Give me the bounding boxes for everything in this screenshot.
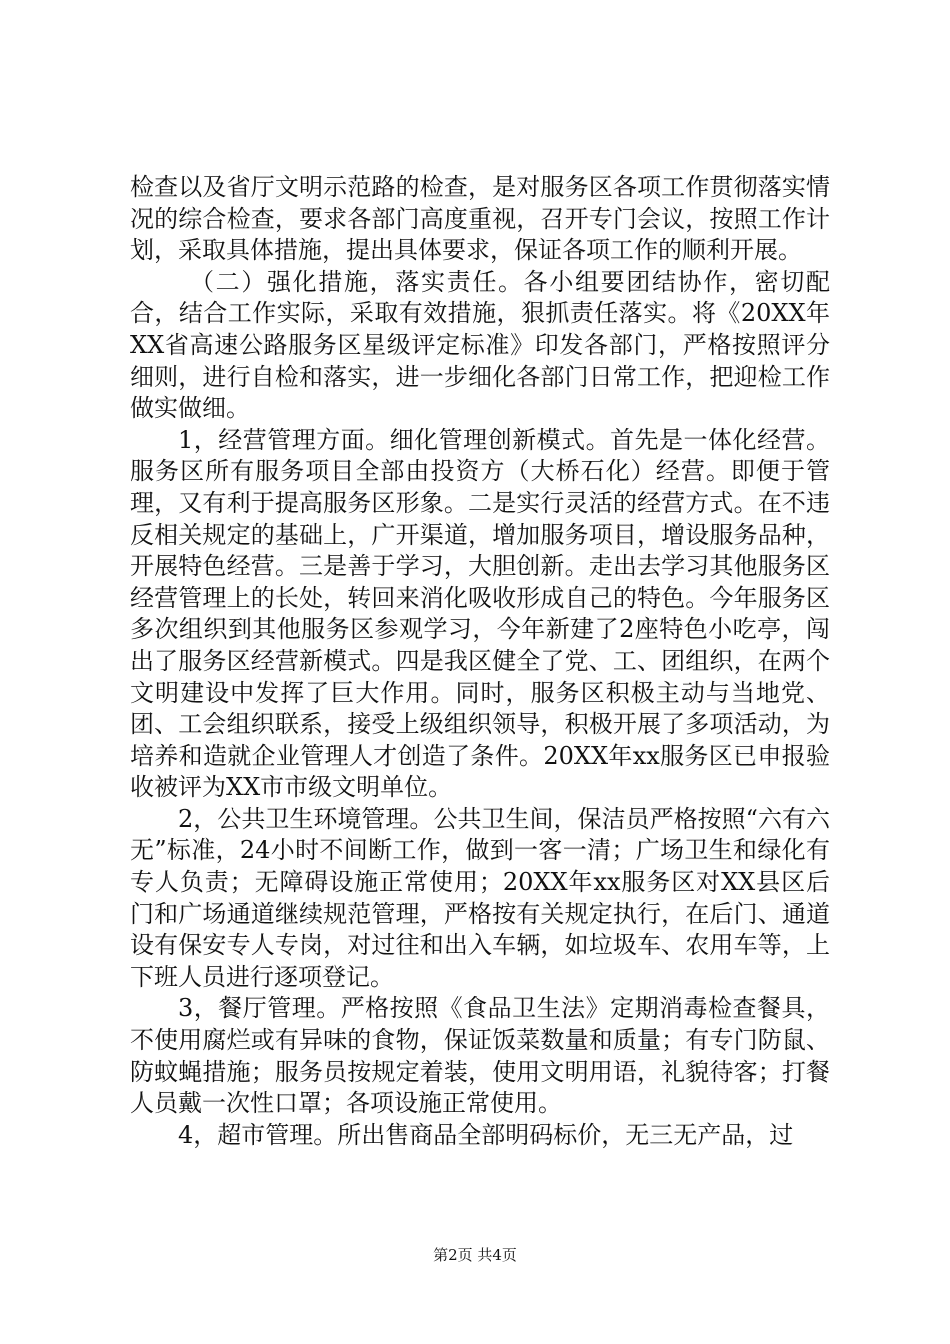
paragraph-restaurant: 3，餐厅管理。严格按照《食品卫生法》定期消毒检查餐具，不使用腐烂或有异味的食物，保证饭菜数量和质量；有专门防鼠、防蚊蝇措施；服务员按规定着装，使用文明用语，礼貌待客；打餐人员戴一次性口罩；各项设施正常使用。 — [130, 994, 830, 1118]
paragraph-supermarket: 4，超市管理。所出售商品全部明码标价，无三无产品，过 — [178, 1120, 794, 1149]
document-body — [130, 172, 830, 1151]
paragraph-operations: 1，经营管理方面。细化管理创新模式。首先是一体化经营。服务区所有服务项目全部由投资方（大桥石化）经营。即便于管理，又有利于提高服务区形象。二是实行灵活的经营方式。在不违反相关规定的基础上，广开渠道，增加服务项目，增设服务品种，开展特色经营。三是善于学习，大胆创新。走出去学习其他服务区经营管理上的长处，转回来消化吸收形成自己的特色。今年服务区多次组织到其他服务区参观学习，今年新建了2座特色小吃亭，闯出了服务区经营新模式。四是我区健全了党、工、团组织，在两个文明建设中发挥了巨大作用。同时，服务区积极主动与当地党、团、工会组织联系，接受上级组织领导，积极开展了多项活动，为培养和造就企业管理人才创造了条件。20XX年xx服务区已申报验收被评为XX市市级文明单位。 — [130, 425, 830, 802]
paragraph-sanitation: 2，公共卫生环境管理。公共卫生间，保洁员严格按照“六有六无”标准，24小时不间断工作，做到一客一清；广场卫生和绿化有专人负责；无障碍设施正常使用；20XX年xx服务区对XX县区后门和广场通道继续规范管理，严格按有关规定执行，在后门、通道设有保安专人专岗，对过往和出入车辆，如垃圾车、农用车等，上下班人员进行逐项登记。 — [130, 804, 830, 991]
paragraph-inspection-continued: 检查以及省厅文明示范路的检查，是对服务区各项工作贯彻落实情况的综合检查，要求各部门高度重视，召开专门会议，按照工作计划，采取具体措施，提出具体要求，保证各项工作的顺利开展。 — [130, 173, 830, 265]
page-number: 第2页 共4页 — [433, 1246, 517, 1264]
paragraph-measures: （二）强化措施，落实责任。各小组要团结协作，密切配合，结合工作实际，采取有效措施，狠抓责任落实。将《20XX年XX省高速公路服务区星级评定标准》印发各部门，严格按照评分细则，进行自检和落实，进一步细化各部门日常工作，把迎检工作做实做细。 — [130, 267, 830, 423]
